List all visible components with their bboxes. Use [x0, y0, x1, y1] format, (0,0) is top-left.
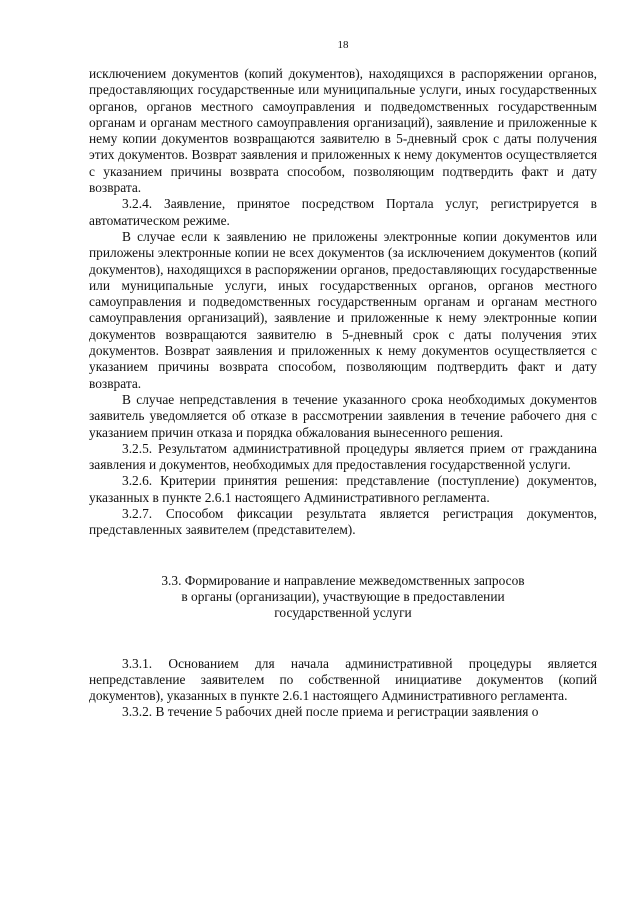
paragraph-3-2-5: 3.2.5. Результатом административной процедуры является прием от гражданина заявления и документов, необходимых для предоставления государственной услуги.	[89, 440, 597, 473]
section-heading-line: 3.3. Формирование и направление межведомственных запросов	[161, 572, 525, 588]
paragraphs-after-heading	[89, 656, 597, 721]
section-heading-3-3	[89, 573, 597, 622]
paragraph-non-submission: В случае непредставления в течение указанного срока необходимых документов заявитель уведомляется об отказе в рассмотрении заявления в течение рабочего дня с указанием причин отказа и порядка обжалования вынесенного решения.	[89, 391, 597, 440]
paragraph-3-2-6: 3.2.6. Критерии принятия решения: представление (поступление) документов, указанных в пункте 2.6.1 настоящего Административного регламента.	[89, 473, 597, 505]
paragraph-continuation: исключением документов (копий документов), находящихся в распоряжении органов, предоставляющих государственные или муниципальные услуги, иных государственных органов, органов местного самоуправления и подведомственных государственным органам и органам местного самоуправления организаций), заявление и приложенные к нему копии документов возвращаются заявителю в 5-дневный срок с даты получения этих документов. Возврат заявления и приложенных к нему документов осуществляется с указанием причины возврата способом, позволяющим подтвердить факт и дату возврата.	[89, 66, 597, 196]
paragraph-3-3-2: 3.3.2. В течение 5 рабочих дней после приема и регистрации заявления о	[122, 704, 539, 720]
paragraph-3-3-1: 3.3.1. Основанием для начала административной процедуры является непредставление заявителем по собственной инициативе документов (копий документов), указанных в пункте 2.6.1 настоящего Административного регламента.	[89, 655, 597, 704]
paragraphs-before-heading	[89, 66, 597, 539]
page-number: 18	[337, 39, 349, 51]
paragraph-3-2-7: 3.2.7. Способом фиксации результата является регистрация документов, представленных заявителем (представителем).	[89, 506, 597, 538]
paragraph-3-2-4: 3.2.4. Заявление, принятое посредством Портала услуг, регистрируется в автоматическом режиме.	[89, 196, 597, 228]
document-body	[89, 66, 597, 721]
section-heading-line: в органы (организации), участвующие в предоставлении	[181, 588, 505, 604]
paragraph-missing-copies: В случае если к заявлению не приложены электронные копии документов или приложены электронные копии не всех документов (за исключением документов (копий документов), находящихся в распоряжении органов, предоставляющих государственные или муниципальные услуги, иных государственных органов, органов местного самоуправления и подведомственных государственным органам и органам местного самоуправления организаций), заявление и приложенные к нему электронные копии документов возвращаются заявителю в 5-дневный срок с даты получения этих документов. Возврат заявления и приложенных к нему документов осуществляется с указанием причины возврата способом, позволяющим подтвердить факт и дату возврата.	[89, 228, 597, 391]
section-heading-line: государственной услуги	[274, 605, 412, 621]
